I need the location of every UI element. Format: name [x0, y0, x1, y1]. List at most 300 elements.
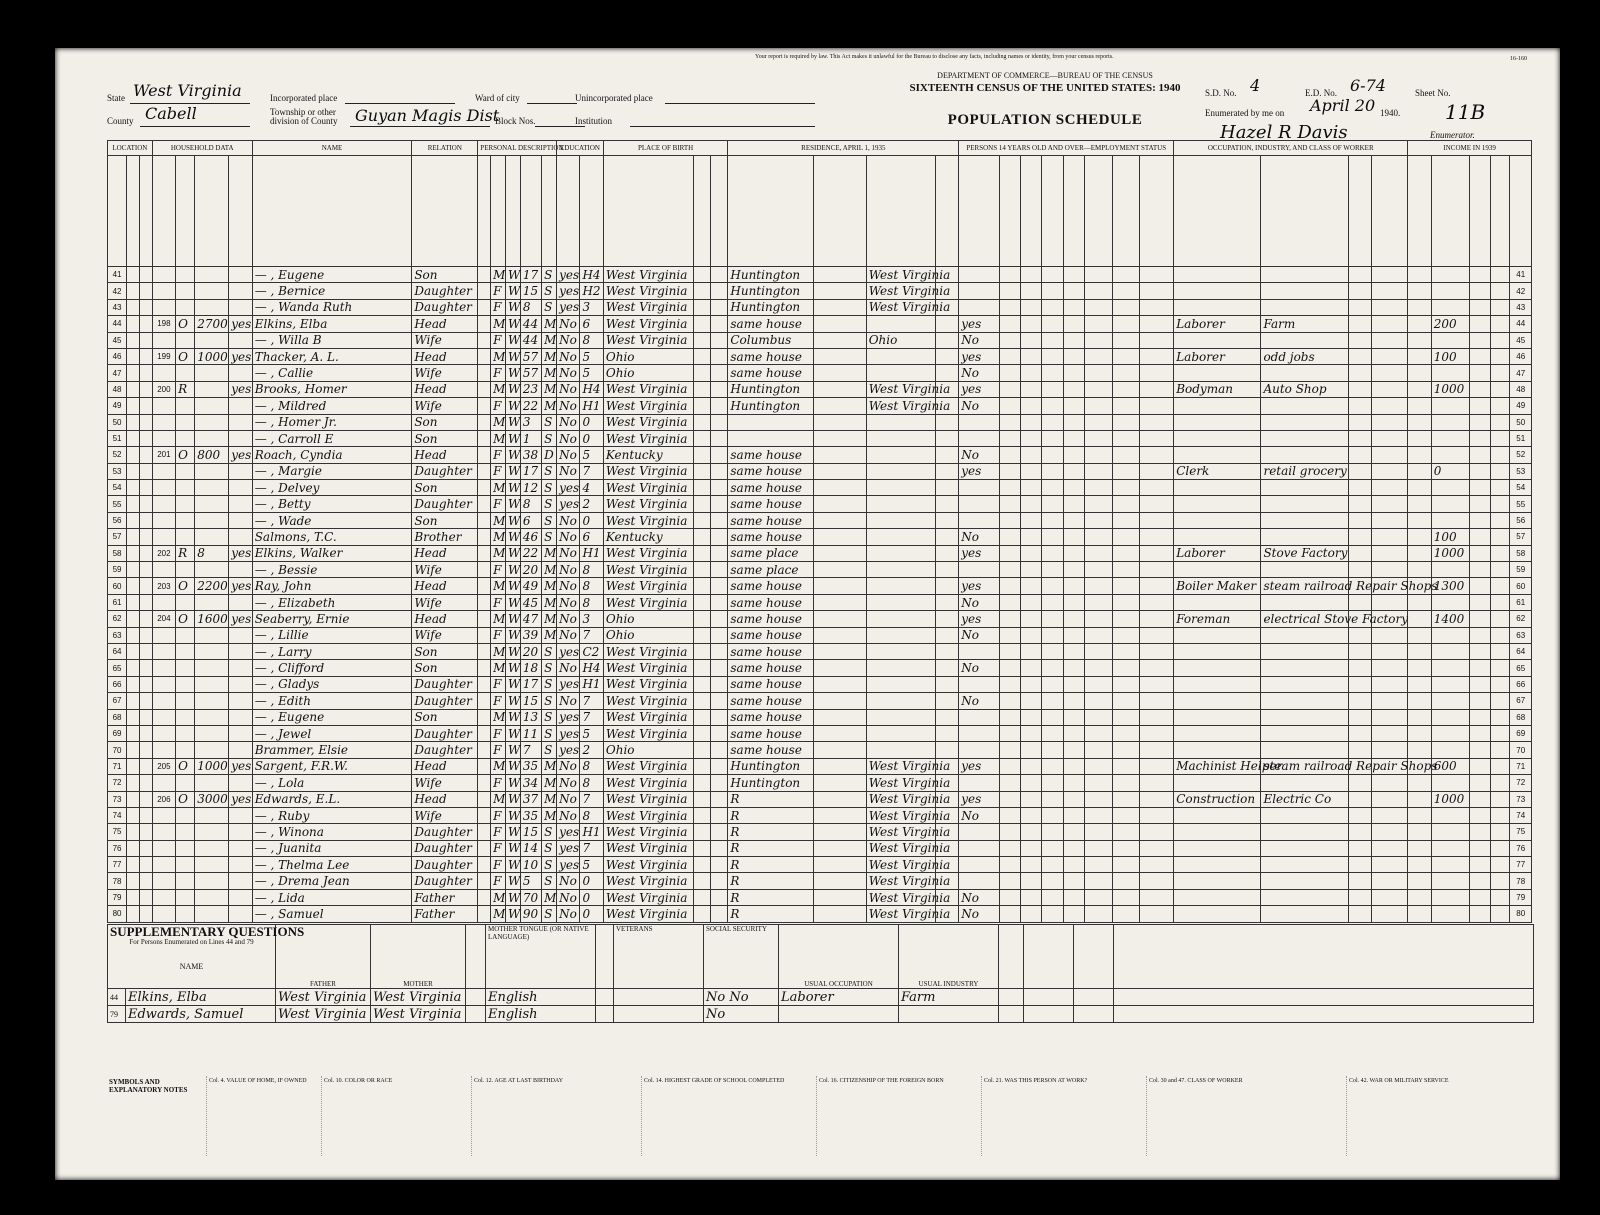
cell-sex: M — [491, 348, 506, 364]
cell-empty — [1063, 447, 1084, 463]
cell-empty — [1491, 643, 1510, 659]
cell-empty — [1112, 857, 1140, 873]
cell-sch: No — [557, 578, 580, 594]
cell-empty — [1140, 824, 1174, 840]
table-row — [108, 709, 1532, 725]
cell-line: 80 — [108, 906, 127, 922]
cell-empty — [694, 365, 711, 381]
cell-sch: yes — [557, 480, 580, 496]
cell-val — [195, 381, 229, 397]
cell-empty — [127, 791, 140, 807]
table-row — [108, 496, 1532, 512]
cell-empty — [127, 889, 140, 905]
cell-occ — [1174, 332, 1261, 348]
cell-empty — [813, 381, 866, 397]
column-description-row — [108, 156, 1532, 267]
cell-empty — [127, 840, 140, 856]
cell-empty — [711, 316, 728, 332]
cell-line: 65 — [108, 660, 127, 676]
cell-empty — [1042, 512, 1063, 528]
cell-empty — [139, 381, 152, 397]
cell-hh — [152, 414, 175, 430]
cell-rel: Wife — [412, 562, 478, 578]
cell-hh — [152, 873, 175, 889]
cell-empty — [1074, 1006, 1114, 1023]
cell-own: O — [176, 791, 195, 807]
cell-res-state — [866, 365, 935, 381]
cell-empty — [478, 348, 491, 364]
cell-empty — [1112, 627, 1140, 643]
cell-line: 62 — [1510, 611, 1532, 627]
cell-mar: S — [542, 857, 557, 873]
cell-occ: Machinist Helper — [1174, 758, 1261, 774]
cell-rel: Head — [412, 348, 478, 364]
year-suffix: 1940. — [1380, 108, 1401, 118]
cell-empty — [1348, 299, 1371, 315]
cell-empty — [1491, 857, 1510, 873]
cell-line: 77 — [1510, 857, 1532, 873]
cell-income — [1431, 725, 1469, 741]
cell-income — [1431, 693, 1469, 709]
cell-line: 76 — [108, 840, 127, 856]
cell-empty — [1063, 480, 1084, 496]
cell-line: 71 — [1510, 758, 1532, 774]
cell-res-city: same house — [728, 611, 813, 627]
cell-sch: No — [557, 775, 580, 791]
cell-empty — [1042, 496, 1063, 512]
cell-val — [195, 283, 229, 299]
cell-empty — [1112, 725, 1140, 741]
table-row — [108, 676, 1532, 692]
cell-empty — [1042, 775, 1063, 791]
unincorporated-line — [665, 103, 815, 104]
cell-empty — [478, 611, 491, 627]
cell-res-state: West Virginia — [866, 775, 935, 791]
cell-rel: Son — [412, 643, 478, 659]
cell-empty — [1084, 299, 1112, 315]
table-row — [108, 594, 1532, 610]
cell-age: 5 — [520, 873, 541, 889]
cell-empty — [127, 873, 140, 889]
cell-empty — [694, 267, 711, 283]
cell-empty — [1372, 381, 1408, 397]
cell-empty — [478, 463, 491, 479]
cell-race: W — [505, 906, 520, 922]
cell-hh — [152, 643, 175, 659]
cell-empty — [1042, 594, 1063, 610]
cell-farm — [229, 857, 252, 873]
cell-hh: 199 — [152, 348, 175, 364]
cell-empty — [478, 857, 491, 873]
cell-empty — [1021, 906, 1042, 922]
cell-empty — [1021, 693, 1042, 709]
cell-farm: yes — [229, 381, 252, 397]
cell-empty — [711, 824, 728, 840]
cell-grade: 5 — [580, 857, 603, 873]
cell-empty — [1348, 725, 1371, 741]
cell-name: — , Ruby — [252, 807, 412, 823]
cell-empty — [1084, 693, 1112, 709]
cell-farm — [229, 398, 252, 414]
cell-name: — , Thelma Lee — [252, 857, 412, 873]
cell-val — [195, 725, 229, 741]
cell-empty — [1021, 676, 1042, 692]
cell-income — [1431, 267, 1469, 283]
cell-empty — [1112, 430, 1140, 446]
supp-cell-line: 79 — [108, 1006, 126, 1023]
cell-empty — [1021, 348, 1042, 364]
table-row — [108, 283, 1532, 299]
cell-own — [176, 889, 195, 905]
cell-race: W — [505, 676, 520, 692]
cell-empty — [1408, 840, 1431, 856]
cell-res-city: Columbus — [728, 332, 813, 348]
cell-empty — [1470, 857, 1491, 873]
table-row — [108, 775, 1532, 791]
cell-empty — [935, 742, 958, 758]
cell-val — [195, 742, 229, 758]
supplementary-section — [107, 924, 1532, 1023]
cell-empty — [127, 299, 140, 315]
cell-empty — [813, 889, 866, 905]
cell-empty — [478, 594, 491, 610]
cell-empty — [1112, 676, 1140, 692]
cell-empty — [139, 758, 152, 774]
table-row — [108, 660, 1532, 676]
cell-empty — [999, 381, 1020, 397]
group-birth: PLACE OF BIRTH — [603, 141, 728, 156]
cell-work: yes — [959, 381, 999, 397]
cell-occ — [1174, 627, 1261, 643]
cell-empty — [935, 676, 958, 692]
cell-empty — [935, 725, 958, 741]
cell-own — [176, 480, 195, 496]
cell-line: 59 — [108, 562, 127, 578]
enumerator-label: Enumerator. — [1430, 130, 1475, 140]
cell-grade: 5 — [580, 365, 603, 381]
language-header: MOTHER TONGUE (OR NATIVE LANGUAGE) — [486, 925, 596, 989]
cell-empty — [1042, 889, 1063, 905]
cell-empty — [127, 414, 140, 430]
cell-ind: Farm — [1261, 316, 1348, 332]
cell-income — [1431, 480, 1469, 496]
cell-hh — [152, 775, 175, 791]
cell-empty — [813, 332, 866, 348]
cell-rel: Head — [412, 447, 478, 463]
cell-income — [1431, 447, 1469, 463]
cell-income: 0 — [1431, 463, 1469, 479]
cell-mar: S — [542, 463, 557, 479]
cell-empty — [1084, 889, 1112, 905]
cell-line: 45 — [108, 332, 127, 348]
cell-empty — [1470, 267, 1491, 283]
cell-empty — [1021, 660, 1042, 676]
cell-name: Seaberry, Ernie — [252, 611, 412, 627]
cell-res-city: same house — [728, 676, 813, 692]
cell-grade: 4 — [580, 480, 603, 496]
cell-empty — [1112, 742, 1140, 758]
cell-empty — [1372, 840, 1408, 856]
cell-empty — [999, 463, 1020, 479]
table-row — [108, 643, 1532, 659]
cell-mar: S — [542, 414, 557, 430]
cell-occ — [1174, 529, 1261, 545]
cell-rel: Daughter — [412, 742, 478, 758]
cell-name: — , Edith — [252, 693, 412, 709]
cell-res-state — [866, 742, 935, 758]
cell-rel: Daughter — [412, 857, 478, 873]
cell-empty — [711, 447, 728, 463]
cell-empty — [1140, 889, 1174, 905]
cell-mar: M — [542, 348, 557, 364]
cell-empty — [694, 889, 711, 905]
table-row — [108, 365, 1532, 381]
cell-empty — [1084, 332, 1112, 348]
cell-line: 60 — [1510, 578, 1532, 594]
cell-empty — [711, 578, 728, 594]
supp-cell-lang: English — [486, 1006, 596, 1023]
table-row — [108, 840, 1532, 856]
cell-res-state — [866, 348, 935, 364]
cell-val — [195, 807, 229, 823]
cell-empty — [1112, 529, 1140, 545]
veterans-header: VETERANS — [614, 925, 704, 989]
cell-name: — , Larry — [252, 643, 412, 659]
cell-income — [1431, 332, 1469, 348]
cell-sch: No — [557, 365, 580, 381]
cell-val — [195, 906, 229, 922]
cell-name: — , Margie — [252, 463, 412, 479]
cell-empty — [1408, 414, 1431, 430]
cell-work: No — [959, 332, 999, 348]
cell-empty — [139, 725, 152, 741]
cell-birth: West Virginia — [603, 594, 693, 610]
cell-empty — [478, 398, 491, 414]
cell-empty — [596, 989, 614, 1006]
cell-empty — [127, 676, 140, 692]
group-location: LOCATION — [108, 141, 153, 156]
cell-empty — [813, 398, 866, 414]
cell-empty — [478, 709, 491, 725]
cell-hh — [152, 906, 175, 922]
cell-occ: Construction — [1174, 791, 1261, 807]
cell-empty — [694, 643, 711, 659]
cell-empty — [1348, 496, 1371, 512]
cell-empty — [1024, 1006, 1074, 1023]
table-row — [108, 447, 1532, 463]
cell-empty — [478, 824, 491, 840]
cell-empty — [694, 660, 711, 676]
cell-empty — [1084, 381, 1112, 397]
cell-empty — [711, 906, 728, 922]
cell-empty — [478, 643, 491, 659]
block-label: Block Nos. — [495, 116, 536, 126]
cell-name: Ray, John — [252, 578, 412, 594]
cell-empty — [1470, 906, 1491, 922]
cell-empty — [1112, 267, 1140, 283]
cell-own: O — [176, 758, 195, 774]
cell-work — [959, 857, 999, 873]
cell-age: 17 — [520, 676, 541, 692]
cell-empty — [1491, 709, 1510, 725]
cell-sex: F — [491, 283, 506, 299]
cell-empty — [1140, 709, 1174, 725]
cell-mar: S — [542, 840, 557, 856]
cell-income: 1000 — [1431, 545, 1469, 561]
cell-res-city: same house — [728, 627, 813, 643]
cell-own — [176, 627, 195, 643]
cell-line: 79 — [108, 889, 127, 905]
cell-rel: Head — [412, 545, 478, 561]
cell-line: 70 — [1510, 742, 1532, 758]
cell-empty — [1470, 332, 1491, 348]
mother-header: MOTHER — [371, 925, 466, 989]
cell-empty — [1491, 889, 1510, 905]
cell-empty — [1042, 267, 1063, 283]
cell-empty — [1112, 791, 1140, 807]
cell-income: 600 — [1431, 758, 1469, 774]
cell-empty — [813, 643, 866, 659]
cell-empty — [139, 857, 152, 873]
supp-cell-father: West Virginia — [276, 989, 371, 1006]
cell-empty — [935, 611, 958, 627]
cell-empty — [813, 660, 866, 676]
county-line — [140, 126, 250, 127]
cell-farm — [229, 496, 252, 512]
cell-empty — [1470, 480, 1491, 496]
cell-empty — [1063, 906, 1084, 922]
cell-ind — [1261, 873, 1348, 889]
cell-empty — [1042, 578, 1063, 594]
cell-age: 44 — [520, 316, 541, 332]
cell-name: — , Gladys — [252, 676, 412, 692]
cell-empty — [478, 545, 491, 561]
usual-industry-header: USUAL INDUSTRY — [899, 925, 999, 989]
cell-empty — [1063, 545, 1084, 561]
footer-color-race: Col. 10. COLOR OR RACE — [322, 1076, 472, 1156]
cell-farm — [229, 594, 252, 610]
cell-occ — [1174, 299, 1261, 315]
cell-empty — [813, 693, 866, 709]
cell-line: 66 — [108, 676, 127, 692]
cell-birth: West Virginia — [603, 398, 693, 414]
cell-empty — [1140, 348, 1174, 364]
cell-sch: No — [557, 316, 580, 332]
cell-empty — [711, 299, 728, 315]
cell-empty — [1063, 430, 1084, 446]
cell-mar: S — [542, 725, 557, 741]
cell-birth: Ohio — [603, 627, 693, 643]
cell-farm — [229, 562, 252, 578]
group-residence: RESIDENCE, APRIL 1, 1935 — [728, 141, 959, 156]
cell-res-state: West Virginia — [866, 283, 935, 299]
social-security-header: SOCIAL SECURITY — [704, 925, 779, 989]
cell-empty — [139, 693, 152, 709]
cell-empty — [1063, 381, 1084, 397]
cell-empty — [1372, 512, 1408, 528]
cell-birth: West Virginia — [603, 693, 693, 709]
cell-empty — [1042, 725, 1063, 741]
cell-empty — [813, 562, 866, 578]
cell-empty — [1140, 791, 1174, 807]
cell-empty — [711, 430, 728, 446]
cell-farm — [229, 709, 252, 725]
cell-empty — [1042, 824, 1063, 840]
cell-empty — [1408, 725, 1431, 741]
cell-empty — [1408, 496, 1431, 512]
cell-res-city: same house — [728, 316, 813, 332]
cell-empty — [1348, 529, 1371, 545]
cell-farm — [229, 267, 252, 283]
cell-empty — [1063, 348, 1084, 364]
cell-work: No — [959, 693, 999, 709]
cell-empty — [478, 578, 491, 594]
cell-rel: Son — [412, 267, 478, 283]
cell-name: — , Jewel — [252, 725, 412, 741]
cell-res-city: same house — [728, 660, 813, 676]
cell-work — [959, 480, 999, 496]
supp-cell-usual-ind: Farm — [899, 989, 999, 1006]
cell-grade: H1 — [580, 676, 603, 692]
cell-empty — [1021, 496, 1042, 512]
cell-empty — [127, 365, 140, 381]
cell-empty — [1140, 611, 1174, 627]
cell-work: yes — [959, 316, 999, 332]
cell-empty — [694, 742, 711, 758]
cell-empty — [1372, 775, 1408, 791]
cell-empty — [1042, 627, 1063, 643]
cell-empty — [1021, 643, 1042, 659]
cell-res-city: same house — [728, 529, 813, 545]
cell-line: 78 — [108, 873, 127, 889]
cell-farm: yes — [229, 791, 252, 807]
cell-empty — [999, 447, 1020, 463]
cell-ind — [1261, 594, 1348, 610]
cell-empty — [1021, 529, 1042, 545]
cell-grade: 6 — [580, 529, 603, 545]
cell-empty — [1140, 594, 1174, 610]
cell-age: 37 — [520, 791, 541, 807]
cell-empty — [127, 398, 140, 414]
cell-empty — [1084, 709, 1112, 725]
table-row — [108, 267, 1532, 283]
cell-name: — , Carroll E — [252, 430, 412, 446]
cell-sch: No — [557, 660, 580, 676]
cell-empty — [1348, 791, 1371, 807]
township-label: Township or other division of County — [270, 107, 338, 126]
cell-empty — [1063, 857, 1084, 873]
cell-empty — [127, 758, 140, 774]
cell-own — [176, 693, 195, 709]
cell-line: 54 — [108, 480, 127, 496]
cell-empty — [1348, 857, 1371, 873]
cell-race: W — [505, 660, 520, 676]
cell-empty — [999, 512, 1020, 528]
cell-empty — [1348, 316, 1371, 332]
cell-age: 7 — [520, 742, 541, 758]
cell-empty — [127, 381, 140, 397]
cell-empty — [1042, 840, 1063, 856]
cell-empty — [127, 643, 140, 659]
cell-empty — [1063, 529, 1084, 545]
cell-empty — [1408, 807, 1431, 823]
cell-empty — [1063, 676, 1084, 692]
cell-res-state — [866, 512, 935, 528]
cell-birth: West Virginia — [603, 480, 693, 496]
cell-line: 75 — [108, 824, 127, 840]
cell-income — [1431, 643, 1469, 659]
cell-empty — [694, 709, 711, 725]
